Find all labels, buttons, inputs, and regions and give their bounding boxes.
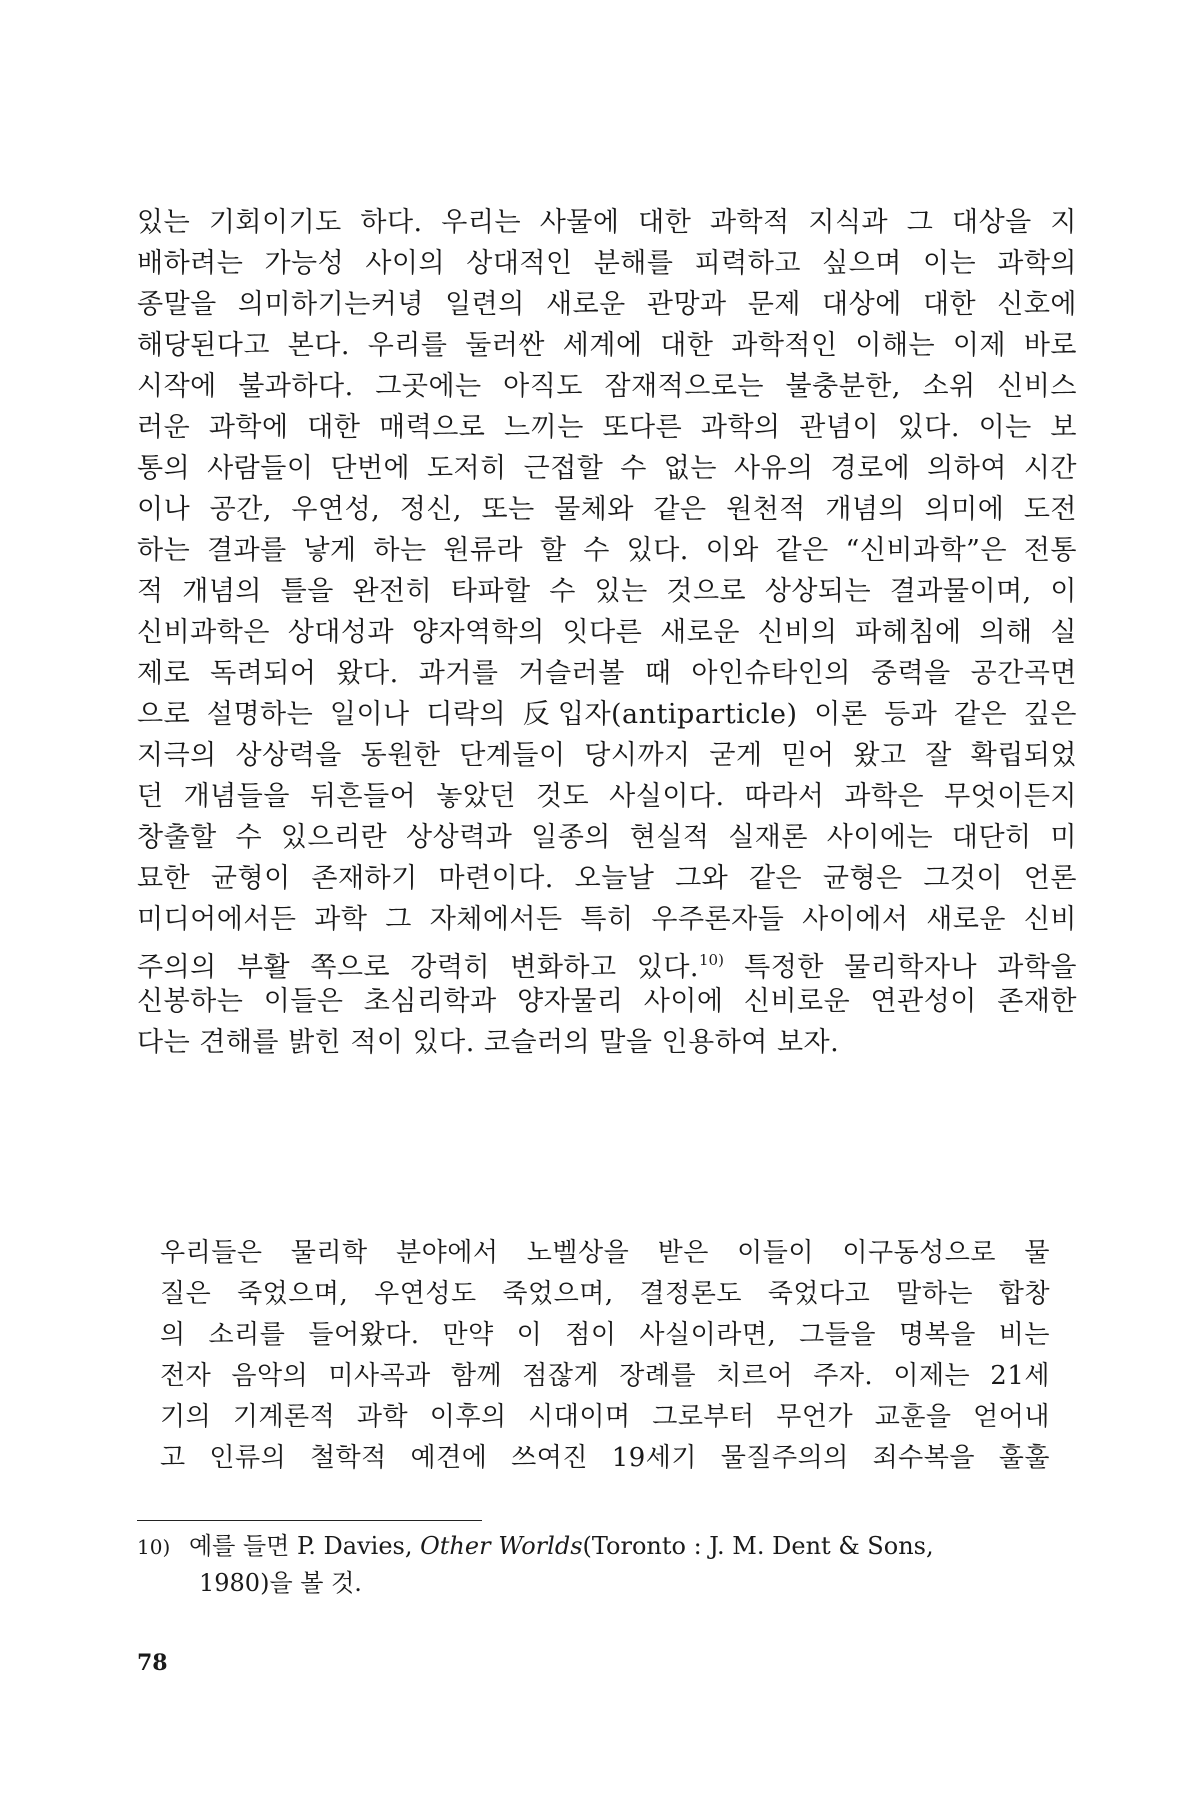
text-line-with-footnote-ref [137, 940, 1077, 981]
text-line: 다는 견해를 밝힌 적이 있다. 코슬러의 말을 인용하여 보자. [137, 1027, 840, 1058]
text-segment: 특정한 물리학자나 과학을 [723, 952, 1077, 983]
text-line: 신봉하는 이들은 초심리학과 양자물리 사이에 신비로운 연관성이 존재한 [137, 986, 1077, 1017]
text-line: 종말을 의미하기는커녕 일련의 새로운 관망과 문제 대상에 대한 신호에 [137, 289, 1077, 320]
quote-line: 전자 음악의 미사곡과 함께 점잖게 장례를 치르어 주자. 이제는 21세 [160, 1361, 1050, 1391]
text-line: 하는 결과를 낳게 하는 원류라 할 수 있다. 이와 같은 “신비과학”은 전통 [137, 535, 1077, 566]
text-line: 해당된다고 본다. 우리를 둘러싼 세계에 대한 과학적인 이해는 이제 바로 [137, 330, 1077, 361]
quote-line: 기의 기계론적 과학 이후의 시대이며 그로부터 무언가 교훈을 얻어내 [160, 1402, 1050, 1432]
footnote-divider [137, 1520, 482, 1521]
footnote [137, 1528, 1077, 1601]
text-line: 배하려는 가능성 사이의 상대적인 분해를 피력하고 싶으며 이는 과학의 [137, 248, 1077, 279]
footnote-suffix: (Toronto : J. M. Dent & Sons, [582, 1532, 934, 1560]
text-line: 던 개념들을 뒤흔들어 놓았던 것도 사실이다. 따라서 과학은 무엇이든지 [137, 781, 1077, 812]
footnote-reference: 10) [699, 951, 724, 969]
text-line: 미디어에서든 과학 그 자체에서든 특히 우주론자들 사이에서 새로운 신비 [137, 904, 1077, 935]
text-line: 신비과학은 상대성과 양자역학의 잇다른 새로운 신비의 파헤침에 의해 실 [137, 617, 1077, 648]
footnote-continuation: 1980)을 볼 것. [199, 1569, 362, 1597]
page-number: 78 [137, 1650, 168, 1676]
text-line: 러운 과학에 대한 매력으로 느끼는 또다른 과학의 관념이 있다. 이는 보 [137, 412, 1077, 443]
text-line: 제로 독려되어 왔다. 과거를 거슬러볼 때 아인슈타인의 중력을 공간곡면 [137, 658, 1077, 689]
text-line: 있는 기회이기도 하다. 우리는 사물에 대한 과학적 지식과 그 대상을 지 [137, 207, 1077, 238]
text-line: 통의 사람들이 단번에 도저히 근접할 수 없는 사유의 경로에 의하여 시간 [137, 453, 1077, 484]
footnote-prefix: 예를 들면 P. Davies, [189, 1532, 421, 1560]
text-line: 시작에 불과하다. 그곳에는 아직도 잠재적으로는 불충분한, 소위 신비스 [137, 371, 1077, 402]
footnote-number: 10) [137, 1535, 171, 1559]
quote-line: 우리들은 물리학 분야에서 노벨상을 받은 이들이 이구동성으로 물 [160, 1238, 1050, 1268]
quote-line: 질은 죽었으며, 우연성도 죽었으며, 결정론도 죽었다고 말하는 합창 [160, 1279, 1050, 1309]
block-quote [160, 1233, 1050, 1479]
text-line: 이나 공간, 우연성, 정신, 또는 물체와 같은 원천적 개념의 의미에 도전 [137, 494, 1077, 525]
text-line: 묘한 균형이 존재하기 마련이다. 오늘날 그와 같은 균형은 그것이 언론 [137, 863, 1077, 894]
footnote-line [137, 1528, 1077, 1565]
quote-line: 의 소리를 들어왔다. 만약 이 점이 사실이라면, 그들을 명복을 비는 [160, 1320, 1050, 1350]
text-line: 지극의 상상력을 동원한 단계들이 당시까지 굳게 믿어 왔고 잘 확립되었 [137, 740, 1077, 771]
text-line: 으로 설명하는 일이나 디락의 反입자(antiparticle) 이론 등과 같은 깊은 [137, 699, 1077, 730]
footnote-title: Other Worlds [420, 1532, 583, 1560]
body-paragraph [137, 202, 1077, 1063]
quote-line: 고 인류의 철학적 예견에 쓰여진 19세기 물질주의의 죄수복을 훌훌 [160, 1443, 1050, 1473]
text-segment: 주의의 부활 쪽으로 강력히 변화하고 있다. [137, 952, 700, 983]
text-line: 창출할 수 있으리란 상상력과 일종의 현실적 실재론 사이에는 대단히 미 [137, 822, 1077, 853]
text-line: 적 개념의 틀을 완전히 타파할 수 있는 것으로 상상되는 결과물이며, 이 [137, 576, 1077, 607]
